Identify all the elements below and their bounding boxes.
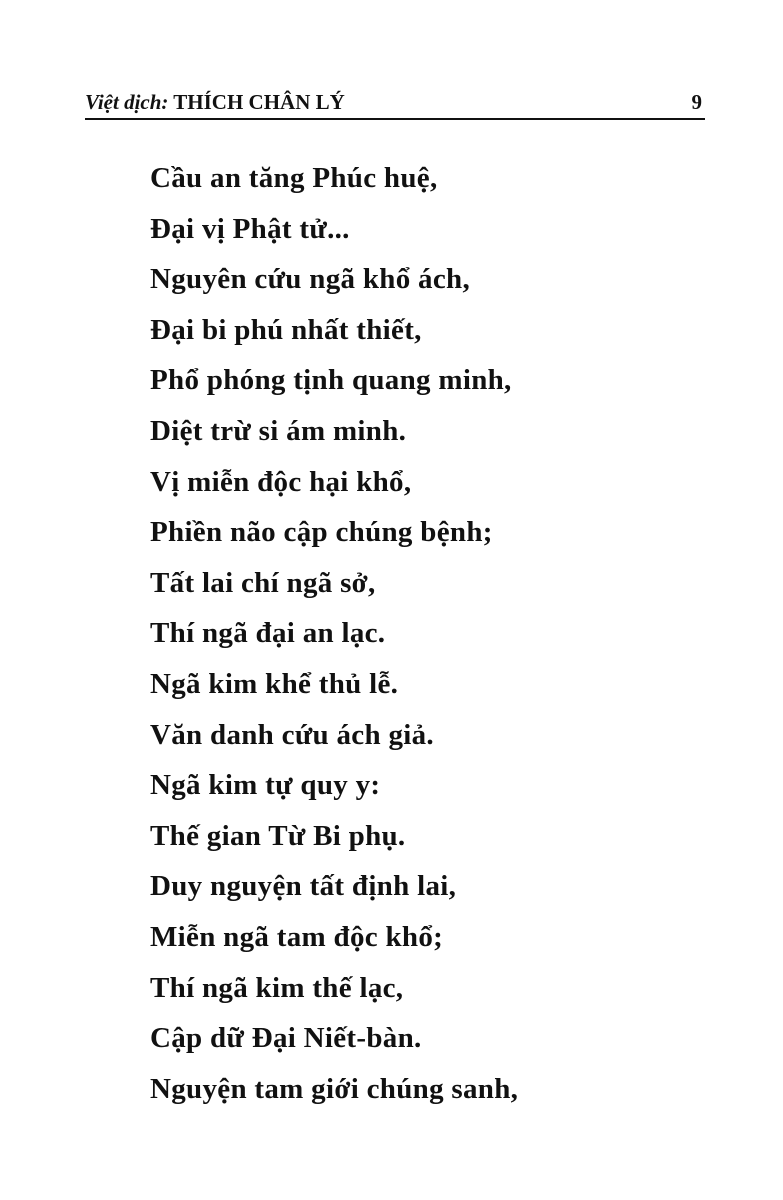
translator-credit: [85, 90, 345, 115]
verse-line: Văn danh cứu ách giả.: [150, 718, 434, 751]
verse-line: Nguyên cứu ngã khổ ách,: [150, 263, 471, 296]
verse-line: Cập dữ Đại Niết-bàn.: [150, 1022, 422, 1055]
running-header: [85, 88, 705, 120]
verse-line: Tất lai chí ngã sở,: [150, 566, 376, 599]
verse-line: Đại bi phú nhất thiết,: [150, 313, 422, 346]
verse-line: Miễn ngã tam độc khổ;: [150, 920, 444, 953]
verse-line: Thí ngã đại an lạc.: [150, 617, 386, 650]
verse-line: Nguyện tam giới chúng sanh,: [150, 1072, 519, 1105]
verse-line: Phổ phóng tịnh quang minh,: [150, 364, 512, 397]
verse-line: Thí ngã kim thế lạc,: [150, 971, 404, 1004]
verse-line: Duy nguyện tất định lai,: [150, 870, 457, 903]
verse-line: Diệt trừ si ám minh.: [150, 414, 407, 447]
verse-line: Ngã kim tự quy y:: [150, 769, 381, 802]
page-number: 9: [691, 90, 702, 114]
credit-prefix: Việt dịch:: [85, 90, 169, 114]
translator-name: THÍCH CHÂN LÝ: [173, 90, 345, 114]
verse-line: Thế gian Từ Bi phụ.: [150, 819, 406, 852]
verse-line: Vị miễn độc hại khổ,: [150, 465, 412, 498]
header-rule: [85, 118, 705, 120]
verse-line: Cầu an tăng Phúc huệ,: [150, 162, 438, 194]
verse-line: Phiền não cập chúng bệnh;: [150, 516, 493, 549]
verse-line: Đại vị Phật tử...: [150, 212, 350, 245]
verse-line: Ngã kim khể thủ lễ.: [150, 667, 399, 700]
verse-body: [150, 153, 518, 1114]
